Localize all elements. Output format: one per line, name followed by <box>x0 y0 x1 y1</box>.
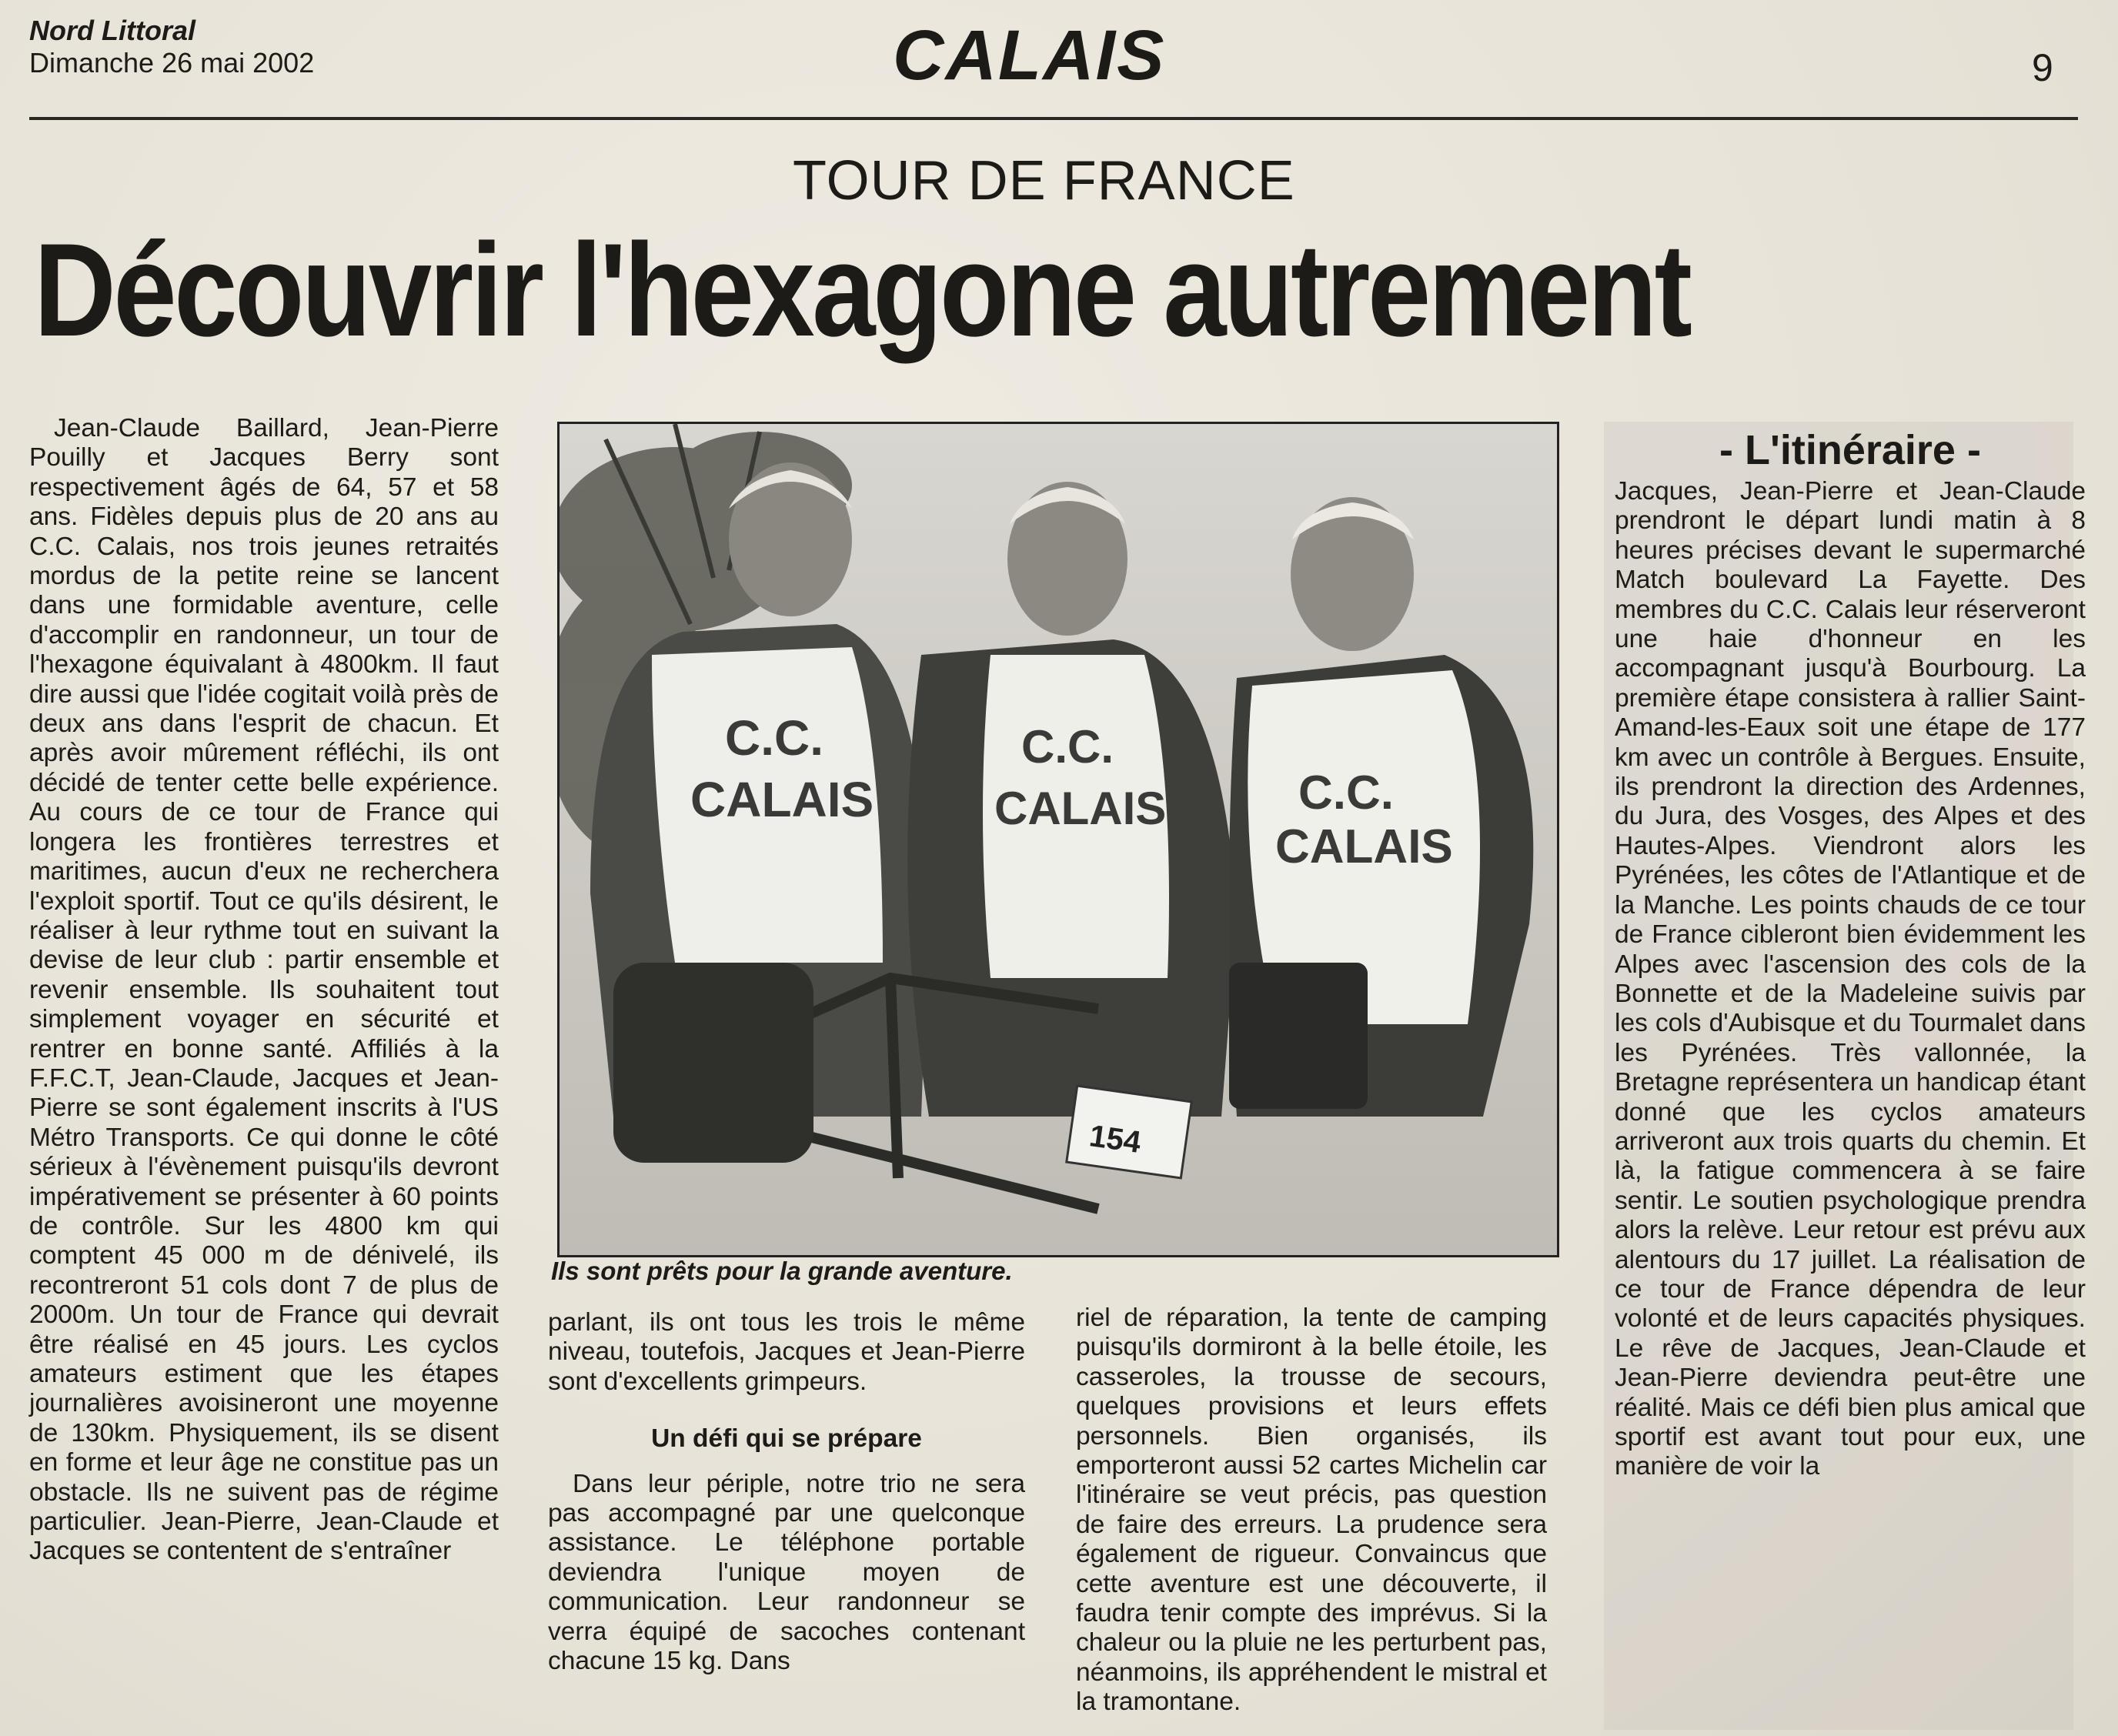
jersey-text-bottom: CALAIS <box>690 772 874 827</box>
bike-number-plate: 154 <box>1087 1119 1143 1160</box>
issue-date: Dimanche 26 mai 2002 <box>29 47 315 78</box>
article-photo <box>557 422 1559 1257</box>
article-column-2 <box>548 1308 1025 1676</box>
header-rule <box>29 117 2078 120</box>
section-title: CALAIS <box>893 16 1166 95</box>
cyclists-photo-illustration <box>560 424 1557 1255</box>
jersey-text-top: C.C. <box>725 710 823 766</box>
sidebar-paragraph: Jacques, Jean-Pierre et Jean-Claude prendront le départ lundi matin à 8 heures précises devant le supermarché Match boulevard La Fayette. Des membres du C.C. Calais leur réserveront une haie d'honneur en les accompagnant jusqu'à Bourbourg. La première étape consistera à rallier Saint-Amand-les-Eaux soit une étape de 177 km avec un contrôle à Bergues. Ensuite, ils prendront la direction des Ardennes, du Jura, des Vosges, des Alpes et des Hautes-Alpes. Viendront alors les Pyrénées, les côtes de l'Atlantique et de la Manche. Les points chauds de ce tour de France cibleront bien évidemment les Alpes avec l'ascension des cols de la Bonnette et de la Madeleine suivis par les cols d'Aubisque et du Tourmalet dans les Pyrénées. Très vallonnée, la Bretagne représentera un handicap étant donné que les cyclos amateurs arriveront aux trois quarts du chemin. Et là, la fatigue commencera à se faire sentir. Le soutien psychologique prendra alors la relève. Leur retour est prévu aux alentours du 17 juillet. La réalisation de ce tour de France dépendra de leur volonté et de leurs capacités physiques. Le rêve de Jacques, Jean-Claude et Jean-Pierre deviendra peut-être une réalité. Mais ce défi bien plus amical que sportif est avant tout pour eux, une manière de voir la <box>1615 477 2086 1481</box>
article-paragraph: parlant, ils ont tous les trois le même niveau, toutefois, Jacques et Jean-Pierre sont d'excellents grimpeurs. <box>548 1308 1025 1396</box>
jersey-text-top: C.C. <box>1021 721 1114 773</box>
kicker: TOUR DE FRANCE <box>793 150 1295 212</box>
article-column-1 <box>29 414 499 1567</box>
sidebar-title: - L'itinéraire - <box>1719 427 1981 473</box>
article-paragraph: Jean-Claude Baillard, Jean-Pierre Pouilly et Jacques Berry sont respectivement âgés de 64, 57 et 58 ans. Fidèles depuis plus de 20 ans au C.C. Calais, nos trois jeunes retraités mordus de la petite reine se lancent dans une formidable aventure, celle d'accomplir en randonneur, un tour de l'hexagone équivalant à 4800km. Il faut dire aussi que l'idée cogitait voilà près de deux ans dans l'esprit de chacun. Et après avoir mûrement réfléchi, ils ont décidé de tenter cette belle expérience. Au cours de ce tour de France qui longera les frontières terrestres et maritimes, aucun d'eux ne recherchera l'exploit sportif. Tout ce qu'ils désirent, le réaliser à leur rythme tout en suivant la devise de leur club : partir ensemble et revenir ensemble. Ils souhaitent tout simplement voyager en sécurité et rentrer en bonne santé. Affiliés à la F.F.C.T, Jean-Claude, Jacques et Jean-Pierre se sont également inscrits à l'US Métro Transports. Ce qui donne le côté sérieux à l'évènement puisqu'ils devront impérativement se présenter à 60 points de contrôle. Sur les 4800 km qui comptent 45 000 m de dénivelé, ils recontreront 51 cols dont 7 de plus de 2000m. Un tour de France qui devrait être réalisé en 45 jours. Les cyclos amateurs estiment que les étapes journalières avoisineront une moyenne de 130km. Physiquement, ils se disent en forme et leur âge ne constitue pas un obstacle. Ils ne suivent pas de régime particulier. Jean-Pierre, Jean-Claude et Jacques se contentent de s'entraîner <box>29 414 499 1566</box>
jersey-text-bottom: CALAIS <box>994 783 1167 834</box>
article-paragraph: Dans leur périple, notre trio ne sera pas accompagné par une quelconque assistance. Le téléphone portable deviendra l'unique moyen de communication. Leur randonneur se verra équipé de sacoches contenant chacune 15 kg. Dans <box>548 1469 1025 1676</box>
masthead-left <box>29 15 314 80</box>
article-column-3 <box>1076 1304 1547 1718</box>
newspaper-name: Nord Littoral <box>29 15 195 46</box>
jersey-text-bottom: CALAIS <box>1275 820 1453 873</box>
subheading: Un défi qui se prépare <box>651 1424 922 1454</box>
photo-caption: Ils sont prêts pour la grande aventure. <box>551 1257 1013 1285</box>
page-number: 9 <box>2032 46 2053 89</box>
jersey-text-top: C.C. <box>1298 766 1394 820</box>
headline: Découvrir l'hexagone autrement <box>34 216 1690 364</box>
sidebar-text-column <box>1615 477 2086 1482</box>
article-paragraph: riel de réparation, la tente de camping puisqu'ils dormiront à la belle étoile, les casseroles, la trousse de secours, quelques provisions et leurs effets personnels. Bien organisés, ils emporteront aussi 52 cartes Michelin car l'itinéraire se veut précis, pas question de faire des erreurs. La prudence sera également de rigueur. Convaincus que cette aventure est une découverte, il faudra tenir compte des imprévus. Si la chaleur ou la pluie ne les perturbent pas, néanmoins, ils appréhendent le mistral et la tramontane. <box>1076 1304 1547 1717</box>
